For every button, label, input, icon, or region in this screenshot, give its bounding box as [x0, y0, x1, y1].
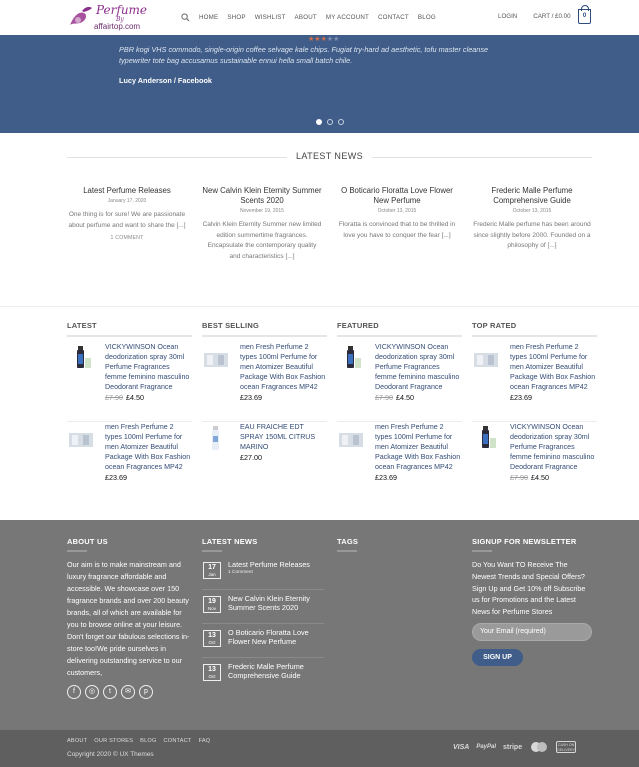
- date-month: Jan: [208, 572, 216, 577]
- column-title: TOP RATED: [472, 321, 597, 337]
- column-title: FEATURED: [337, 321, 462, 337]
- about-text: Our aim is to make mainstream and luxury fragrance affordable and accessible. We showcase over 150 fragrance brands and over 200 beauty brands, all of which are available for you to browse online at your leisure. Don't forget our fabulous selections in-store too!We pride ourselves in delivering outstanding service to our customers,: [67, 560, 190, 677]
- rating-stars: [308, 35, 339, 43]
- star-empty-icon: ★: [333, 36, 340, 43]
- product-column-latest: [67, 321, 192, 502]
- spray-bottle-icon: [472, 424, 500, 452]
- nav-home[interactable]: HOME: [199, 14, 219, 21]
- footer-news-title[interactable]: Frederic Malle Perfume Comprehensive Guide: [228, 662, 304, 680]
- date-badge: [203, 630, 221, 647]
- footer-news-title[interactable]: O Boticario Floratta Love Flower New Perfume: [228, 628, 309, 646]
- news-post[interactable]: [67, 186, 187, 241]
- footer-link-our-stores[interactable]: OUR STORES: [94, 738, 134, 744]
- news-title[interactable]: Frederic Malle Perfume Comprehensive Guide: [491, 186, 573, 205]
- footer-newsletter: [472, 537, 592, 666]
- instagram-icon[interactable]: ◎: [85, 685, 99, 699]
- footer-news-item[interactable]: [202, 559, 324, 590]
- slider-dot[interactable]: [338, 119, 344, 125]
- facebook-icon[interactable]: f: [67, 685, 81, 699]
- spray-bottle-icon: [67, 344, 95, 372]
- latest-news-heading: [67, 151, 592, 163]
- news-date: November 19, 2015: [240, 208, 284, 214]
- paypal-icon: PayPal: [476, 744, 497, 750]
- date-day: 13: [208, 666, 216, 673]
- divider: [67, 157, 287, 158]
- product-column-top-rated: [472, 321, 597, 502]
- footer-link-blog[interactable]: BLOG: [140, 738, 157, 744]
- star-icon: ★: [320, 36, 327, 43]
- mastercard-icon: [529, 741, 549, 753]
- sale-price: £23.69: [375, 473, 397, 482]
- email-icon[interactable]: ✉: [121, 685, 135, 699]
- footer-link-about[interactable]: ABOUT: [67, 738, 88, 744]
- product-item[interactable]: [202, 342, 327, 422]
- product-price: [375, 473, 462, 482]
- product-column-featured: [337, 321, 462, 502]
- tall-bottle-icon: [202, 424, 230, 452]
- slider-dot[interactable]: [327, 119, 333, 125]
- date-month: Oct: [208, 640, 216, 645]
- perfume-box-icon: [337, 424, 365, 452]
- product-item[interactable]: [472, 422, 597, 502]
- news-date: October 13, 2015: [377, 208, 417, 214]
- footer-news-title[interactable]: New Calvin Klein Eternity Summer Scents 2020: [228, 594, 310, 612]
- news-date: January 17, 2020: [107, 198, 147, 204]
- product-name[interactable]: EAU FRAICHE EDT SPRAY 150ML CITRUS MARINO: [240, 423, 316, 451]
- old-price: £7.90: [375, 393, 393, 402]
- date-month: Oct: [208, 674, 216, 679]
- footer-news-item[interactable]: [202, 627, 324, 658]
- site-header: [0, 0, 639, 35]
- cash-on-delivery-icon: CASH ON DELIVERY: [557, 743, 575, 752]
- email-input[interactable]: Your Email (required): [472, 623, 592, 641]
- sale-price: £27.00: [240, 453, 262, 462]
- date-badge: [203, 596, 221, 613]
- social-links: [67, 685, 190, 699]
- product-name[interactable]: VICKYWINSON Ocean deodorization spray 30ml Perfume Fragrances femme feminino masculino Deodorant Fragrance: [105, 343, 190, 391]
- pinterest-icon[interactable]: p: [139, 685, 153, 699]
- logo-by: By: [116, 16, 124, 23]
- date-month: Nov: [207, 606, 216, 611]
- product-name[interactable]: men Fresh Perfume 2 types 100ml Perfume for men Atomizer Beautiful Package With Box Fashion ocean Fragrances MP42: [375, 423, 461, 471]
- date-badge: [203, 664, 221, 681]
- footer-news-list: [202, 559, 324, 692]
- news-title[interactable]: O Boticario Floratta Love Flower New Perfume: [341, 186, 453, 205]
- twitter-icon[interactable]: t: [103, 685, 117, 699]
- search-icon[interactable]: [181, 13, 190, 22]
- divider: [372, 157, 592, 158]
- perfume-box-icon: [472, 344, 500, 372]
- product-item[interactable]: [202, 422, 327, 502]
- product-item[interactable]: [67, 342, 192, 422]
- footer-latest-news: [202, 537, 324, 695]
- star-icon: ★: [308, 36, 315, 43]
- sale-price: £23.69: [105, 473, 127, 482]
- visa-icon: VISA: [453, 743, 470, 751]
- news-post[interactable]: [337, 186, 457, 241]
- product-price: [510, 473, 597, 482]
- footer-about: [67, 537, 190, 699]
- footer-heading: SIGNUP FOR NEWSLETTER: [472, 537, 592, 553]
- sale-price: £23.69: [240, 393, 262, 402]
- footer-bottom-bar: [0, 730, 639, 767]
- sale-price: £4.50: [126, 393, 144, 402]
- logo-url: affairtop.com: [94, 22, 141, 31]
- section-divider: [0, 306, 639, 307]
- perfume-bottle-logo-icon: [66, 5, 96, 29]
- product-item[interactable]: [472, 342, 597, 422]
- main-nav: [181, 13, 436, 22]
- nav-shop[interactable]: SHOP: [227, 14, 246, 21]
- date-day: 19: [208, 598, 216, 605]
- account-nav: [498, 13, 571, 20]
- footer-news-comments: 1 Comment: [228, 570, 253, 575]
- news-excerpt: Floratta is convinced that to be thrilled in love you have to conquer the fear [...]: [338, 221, 456, 239]
- nav-contact[interactable]: CONTACT: [378, 14, 409, 21]
- news-excerpt: Frederic Malle perfume has been around since slightly before 2000. Founded on a philosophy of [...]: [473, 221, 591, 250]
- product-item[interactable]: [337, 342, 462, 422]
- star-empty-icon: ★: [326, 36, 334, 43]
- testimonial-slider: [0, 35, 639, 133]
- nav-blog[interactable]: BLOG: [417, 14, 436, 21]
- column-title: LATEST: [67, 321, 192, 337]
- testimonial-author: Lucy Anderson / Facebook: [119, 76, 212, 85]
- product-price: [105, 473, 192, 482]
- product-price: [240, 393, 327, 402]
- footer-news-title[interactable]: Latest Perfume Releases: [228, 560, 310, 569]
- site-logo[interactable]: [66, 3, 166, 31]
- login-link[interactable]: LOGIN: [498, 13, 518, 20]
- nav-about[interactable]: ABOUT: [294, 14, 317, 21]
- sale-price: £23.69: [510, 393, 532, 402]
- spray-bottle-icon: [337, 344, 365, 372]
- product-name[interactable]: VICKYWINSON Ocean deodorization spray 30ml Perfume Fragrances femme feminino masculino Deodorant Fragrance: [510, 423, 595, 471]
- product-item[interactable]: [337, 422, 462, 502]
- news-post[interactable]: [202, 186, 322, 263]
- stripe-icon: stripe: [503, 743, 523, 751]
- star-icon: ★: [314, 36, 321, 43]
- perfume-box-icon: [67, 424, 95, 452]
- product-item[interactable]: [67, 422, 192, 502]
- logo-name: Perfume: [96, 3, 148, 17]
- product-price: [510, 393, 597, 402]
- footer-heading: ABOUT US: [67, 537, 190, 553]
- product-price: [105, 393, 192, 402]
- newsletter-text: Do You Want TO Receive The Newest Trends and Special Offers? Sign Up and Get 10% off Subscribe us for Promotions and the Latest News for Perfume Stores: [472, 560, 586, 617]
- product-price: [375, 393, 462, 402]
- nav-wishlist[interactable]: WISHLIST: [254, 14, 286, 21]
- old-price: £7.90: [105, 393, 123, 402]
- nav-my-account[interactable]: MY ACCOUNT: [325, 14, 370, 21]
- slider-dot[interactable]: [316, 119, 322, 125]
- site-footer: [0, 520, 639, 730]
- footer-news-item[interactable]: [202, 593, 324, 624]
- news-grid: [67, 186, 597, 286]
- footer-link-contact[interactable]: CONTACT: [163, 738, 192, 744]
- date-day: 13: [208, 632, 216, 639]
- footer-links: [67, 738, 210, 744]
- footer-heading: TAGS: [337, 537, 358, 553]
- product-name[interactable]: men Fresh Perfume 2 types 100ml Perfume for men Atomizer Beautiful Package With Box Fashion ocean Fragrances MP42: [105, 423, 191, 471]
- copyright-text: Copyright 2020 © UX Themes: [67, 751, 154, 758]
- news-post[interactable]: [472, 186, 592, 252]
- footer-tags: [337, 537, 358, 553]
- product-price: [240, 453, 327, 462]
- news-date: October 13, 2015: [512, 208, 552, 214]
- news-title[interactable]: New Calvin Klein Eternity Summer Scents 2020: [202, 186, 322, 205]
- testimonial-quote: PBR kogi VHS commodo, single-origin coffee selvage kale chips. Fugiat try-hard ad aesthetic, tofu master cleanse typewriter tote bag accusamus sustainable ennui hella small batch chile.: [119, 45, 489, 65]
- news-excerpt: Calvin Klein Eternity Summer new limited edition summertime fragrances. Encapsulate the contemporary quality and characteristics [...]: [202, 221, 322, 261]
- footer-heading: LATEST NEWS: [202, 537, 324, 553]
- date-day: 17: [208, 564, 216, 571]
- sale-price: £4.50: [531, 473, 549, 482]
- footer-news-item[interactable]: [202, 661, 324, 692]
- payment-icons: [453, 741, 576, 753]
- sale-price: £4.50: [396, 393, 414, 402]
- footer-link-faq[interactable]: FAQ: [198, 738, 211, 744]
- old-price: £7.90: [510, 473, 528, 482]
- slider-dots: [316, 119, 344, 125]
- cart-icon[interactable]: 0: [578, 9, 591, 24]
- news-excerpt: One thing is for sure! We are passionate about perfume and want to share the [...]: [68, 211, 186, 229]
- perfume-box-icon: [202, 344, 230, 372]
- section-title: LATEST NEWS: [295, 151, 364, 161]
- product-column-best-selling: [202, 321, 327, 502]
- date-badge: [203, 562, 221, 579]
- news-title[interactable]: Latest Perfume Releases: [83, 186, 171, 195]
- cart-link[interactable]: CART / £0.00: [533, 13, 571, 20]
- product-name[interactable]: VICKYWINSON Ocean deodorization spray 30ml Perfume Fragrances femme feminino masculino Deodorant Fragrance: [375, 343, 460, 391]
- product-name[interactable]: men Fresh Perfume 2 types 100ml Perfume for men Atomizer Beautiful Package With Box Fashion ocean Fragrances MP42: [240, 343, 326, 391]
- column-title: BEST SELLING: [202, 321, 327, 337]
- signup-button[interactable]: SIGN UP: [472, 649, 523, 666]
- product-name[interactable]: men Fresh Perfume 2 types 100ml Perfume for men Atomizer Beautiful Package With Box Fashion ocean Fragrances MP42: [510, 343, 596, 391]
- news-comments[interactable]: 1 COMMENT: [110, 235, 144, 242]
